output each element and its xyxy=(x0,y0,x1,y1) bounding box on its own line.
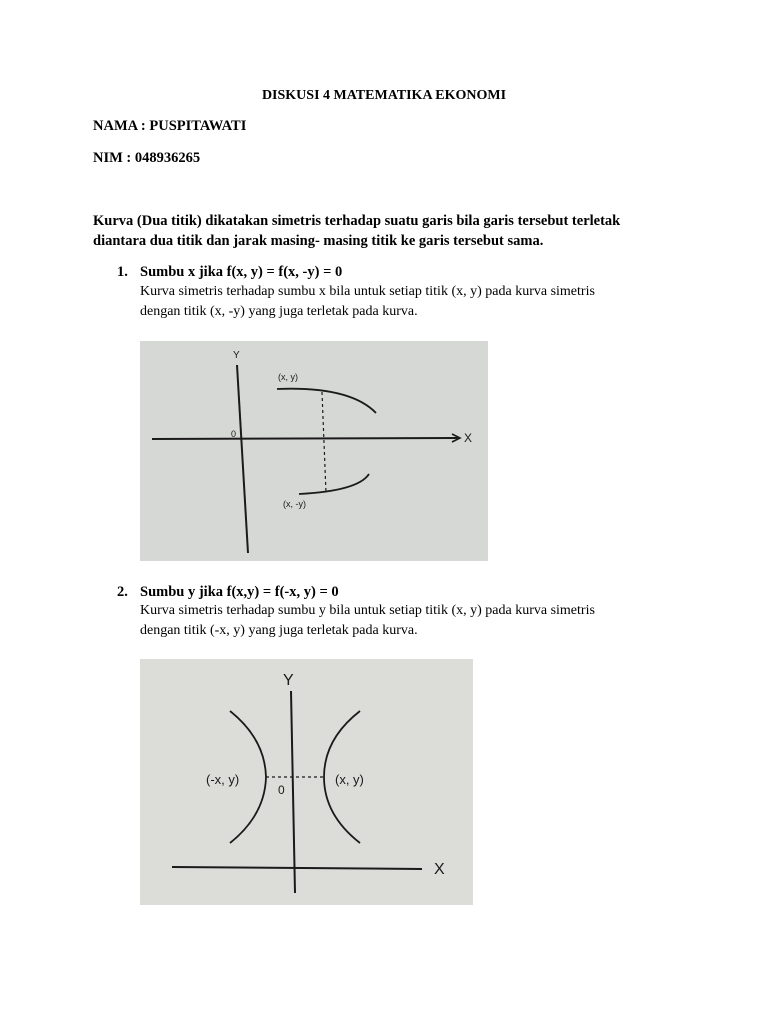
item-2-heading: Sumbu y jika f(x,y) = f(-x, y) = 0 xyxy=(140,584,339,600)
figure-2-right-point-label: (x, y) xyxy=(335,772,364,787)
item-1-line-1: Kurva simetris terhadap sumbu x bila untuk setiap titik (x, y) pada kurva simetris xyxy=(140,284,595,299)
figure-1-background xyxy=(140,341,488,561)
figure-1-y-label: Y xyxy=(233,350,240,361)
figure-1-lower-point-label: (x, -y) xyxy=(283,499,306,509)
item-2-line-2: dengan titik (-x, y) yang juga terletak pada kurva. xyxy=(140,623,418,638)
figure-1-x-label: X xyxy=(464,431,473,445)
figure-1-x-axis xyxy=(152,438,458,439)
figure-y-axis-symmetry xyxy=(140,659,473,905)
intro-line-2: diantara dua titik dan jarak masing- masing titik ke garis tersebut sama. xyxy=(93,233,544,249)
figure-2-left-point-label: (-x, y) xyxy=(206,772,240,787)
figure-x-axis-symmetry xyxy=(140,341,488,561)
figure-2-origin-label: 0 xyxy=(278,783,285,797)
item-1-number: 1. xyxy=(117,264,128,280)
item-1-line-2: dengan titik (x, -y) yang juga terletak pada kurva. xyxy=(140,304,418,319)
figure-2-x-label: X xyxy=(434,861,445,878)
student-name: NAMA : PUSPITAWATI xyxy=(93,118,247,134)
figure-2-y-label: Y xyxy=(283,672,294,689)
figure-1-upper-point-label: (x, y) xyxy=(278,372,298,382)
item-1-heading: Sumbu x jika f(x, y) = f(x, -y) = 0 xyxy=(140,264,343,280)
page-title: DISKUSI 4 MATEMATIKA EKONOMI xyxy=(261,88,507,103)
student-nim: NIM : 048936265 xyxy=(93,150,201,166)
item-2-line-1: Kurva simetris terhadap sumbu y bila untuk setiap titik (x, y) pada kurva simetris xyxy=(140,603,595,618)
item-2-number: 2. xyxy=(117,584,128,600)
intro-line-1: Kurva (Dua titik) dikatakan simetris terhadap suatu garis bila garis tersebut terletak xyxy=(93,213,621,229)
figure-1-origin-label: 0 xyxy=(231,429,237,439)
